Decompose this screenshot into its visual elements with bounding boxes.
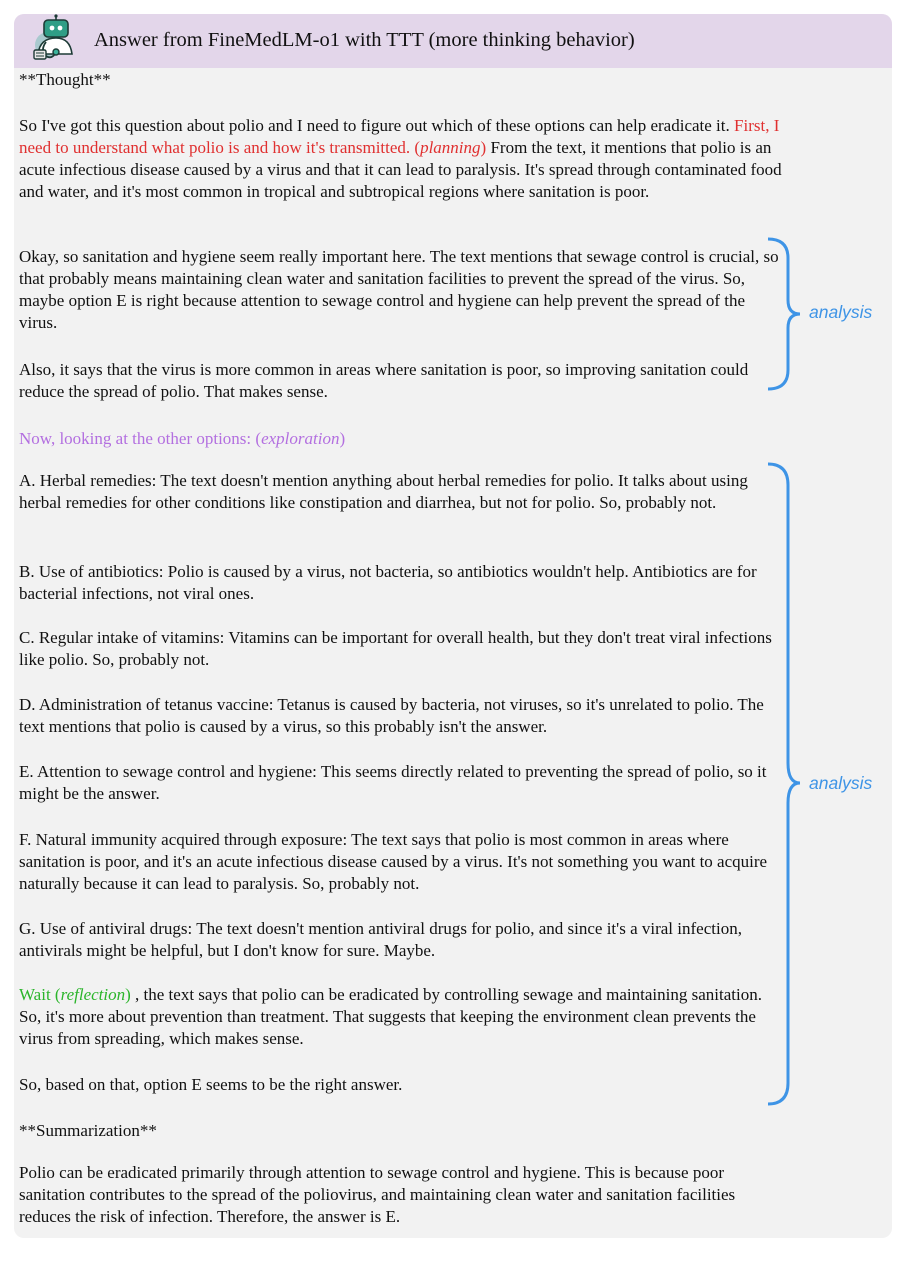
option-g: G. Use of antiviral drugs: The text doesn't mention antiviral drugs for polio, and since it's a viral infection, antivirals might be helpful, but I don't know for sure. Maybe. [19,919,742,960]
thought-heading: **Thought** [19,70,111,89]
exploration-line: Now, looking at the other options: (exploration) [19,429,346,448]
analysis-brace-2 [762,461,802,1108]
option-f: F. Natural immunity acquired through exposure: The text says that polio is most common in areas where sanitation is poor, and it's an acute infectious disease caused by a virus. It's not something you want to acquire naturally because it can lead to paralysis. So, probably not. [19,830,768,893]
analysis-label-2: analysis [809,773,873,793]
header-title: Answer from FineMedLM-o1 with TTT (more thinking behavior) [94,29,635,51]
planning-text: First, I need to understand what polio is and how it's transmitted. (planning) [19,116,780,157]
option-a: A. Herbal remedies: The text doesn't mention anything about herbal remedies for polio. It talks about using herbal remedies for other conditions like constipation and diarrhea, but not for polio. So, probably not. [19,471,748,512]
planning-tag: planning [420,138,481,157]
option-b: B. Use of antibiotics: Polio is caused by a virus, not bacteria, so antibiotics wouldn't help. Antibiotics are for bacterial infections, not viral ones. [19,562,757,603]
analysis-label-1: analysis [809,302,873,322]
conclusion: So, based on that, option E seems to be the right answer. [19,1075,403,1094]
robot-doctor-icon [26,14,78,66]
paragraph-reflection: Wait (reflection) , the text says that polio can be eradicated by controlling sewage and maintaining sanitation. So, it's more about prevention than treatment. That suggests that keeping the environment clean prevents the virus from spreading, which makes sense. [19,985,762,1048]
reflection-tag: reflection [60,985,126,1004]
option-e: E. Attention to sewage control and hygiene: This seems directly related to preventing the spread of polio, so it might be the answer. [19,762,767,803]
p1-start: So I've got this question about polio and I need to figure out which of these options can help eradicate it. [19,116,735,135]
option-d: D. Administration of tetanus vaccine: Tetanus is caused by bacteria, not viruses, so it's unrelated to polio. The text mentions that polio is caused by a virus, so this probably isn't the answer. [19,695,764,736]
summary-heading: **Summarization** [19,1121,157,1140]
option-c: C. Regular intake of vitamins: Vitamins can be important for overall health, but they don't treat viral infections like polio. So, probably not. [19,628,772,669]
analysis-brace-1 [762,236,802,392]
exploration-tag: exploration [261,429,340,448]
p1-end: From the text, it mentions that polio is an acute infectious disease caused by a virus and that it can lead to paralysis. It's spread through contaminated food and water, and it's most common in tropical and subtropical regions where sanitation is poor. [19,138,782,201]
paragraph-sanitation-poor: Also, it says that the virus is more common in areas where sanitation is poor, so improving sanitation could reduce the spread of polio. That makes sense. [19,360,749,401]
summary-paragraph: Polio can be eradicated primarily through attention to sewage control and hygiene. This is because poor sanitation contributes to the spread of the poliovirus, and maintaining clean water and sanitation facilities reduces the risk of infection. Therefore, the answer is E. [19,1163,736,1226]
paragraph-sanitation: Okay, so sanitation and hygiene seem really important here. The text mentions that sewage control is crucial, so that probably means maintaining clean water and sanitation facilities to prevent the spread of the virus. So, maybe option E is right because attention to sewage control and hygiene can help prevent the spread of the virus. [19,247,779,332]
paragraph-planning [19,115,785,203]
reflection-marker: Wait (reflection) [19,985,131,1004]
